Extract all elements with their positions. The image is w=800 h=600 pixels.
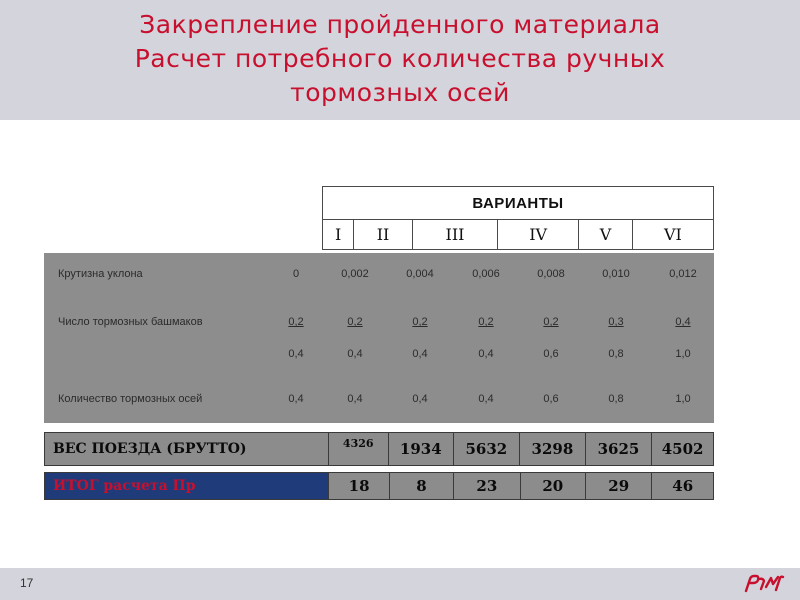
slope-value: 0,004 bbox=[406, 268, 434, 280]
axles-value: 0,4 bbox=[288, 393, 304, 405]
weight-value: 4502 bbox=[652, 433, 714, 466]
weight-label: ВЕС ПОЕЗДА (БРУТТО) bbox=[45, 433, 329, 466]
axles-value: 0,4 bbox=[478, 393, 494, 405]
variant-label: I bbox=[323, 220, 354, 250]
shoes-value: 0,4 bbox=[675, 316, 691, 328]
shoes-value: 0,2 bbox=[347, 316, 363, 328]
title-line-3: тормозных осей bbox=[290, 78, 510, 107]
weight-table bbox=[44, 432, 714, 466]
shoes-value: 0,2 bbox=[288, 316, 304, 328]
result-value: 18 bbox=[329, 473, 390, 500]
shoes-value: 0,4 bbox=[347, 348, 363, 360]
axles-value: 0,8 bbox=[608, 393, 624, 405]
shoes-value: 0,2 bbox=[412, 316, 428, 328]
weight-value: 3298 bbox=[520, 433, 586, 466]
result-value: 29 bbox=[586, 473, 652, 500]
shoes-label: Число тормозных башмаков bbox=[58, 316, 203, 328]
shoes-value: 1,0 bbox=[675, 348, 691, 360]
shoes-row bbox=[44, 311, 714, 335]
axles-label: Количество тормозных осей bbox=[58, 393, 203, 405]
axles-value: 0,6 bbox=[543, 393, 559, 405]
shoes-value: 0,2 bbox=[543, 316, 559, 328]
result-value: 20 bbox=[520, 473, 585, 500]
page-title bbox=[0, 8, 800, 110]
axles-row bbox=[44, 388, 714, 412]
shoes-value: 0,8 bbox=[608, 348, 624, 360]
slope-row bbox=[44, 263, 714, 287]
axles-value: 1,0 bbox=[675, 393, 691, 405]
result-row bbox=[45, 473, 714, 500]
slope-value: 0,012 bbox=[669, 268, 697, 280]
result-label: ИТОГ расчета Пр bbox=[45, 473, 329, 500]
page-number: 17 bbox=[20, 576, 34, 590]
shoes-value: 0,6 bbox=[543, 348, 559, 360]
slope-value: 0,002 bbox=[341, 268, 369, 280]
result-value: 8 bbox=[389, 473, 453, 500]
slope-value: 0 bbox=[292, 268, 300, 280]
variants-header: ВАРИАНТЫ bbox=[323, 187, 714, 220]
variant-label: II bbox=[354, 220, 412, 250]
slope-value: 0,010 bbox=[602, 268, 630, 280]
title-line-1: Закрепление пройденного материала bbox=[139, 10, 661, 39]
result-value: 23 bbox=[454, 473, 520, 500]
shoes-value: 0,4 bbox=[412, 348, 428, 360]
title-line-2: Расчет потребного количества ручных bbox=[134, 44, 666, 73]
footer-band bbox=[0, 568, 800, 600]
shoes-value: 0,4 bbox=[288, 348, 304, 360]
weight-value: 3625 bbox=[585, 433, 652, 466]
slope-label: Крутизна уклона bbox=[58, 268, 143, 280]
weight-value: 1934 bbox=[388, 433, 453, 466]
weight-row bbox=[45, 433, 714, 466]
variant-label: IV bbox=[498, 220, 579, 250]
rzd-logo-icon bbox=[742, 572, 786, 594]
weight-value: 5632 bbox=[453, 433, 520, 466]
shoes-value: 0,2 bbox=[478, 316, 494, 328]
slope-value: 0,008 bbox=[537, 268, 565, 280]
weight-value: 4326 bbox=[328, 433, 388, 466]
variants-table bbox=[322, 186, 714, 250]
shoes-value: 0,4 bbox=[478, 348, 494, 360]
variant-label: V bbox=[579, 220, 633, 250]
result-value: 46 bbox=[652, 473, 714, 500]
variant-label: VI bbox=[632, 220, 713, 250]
shoes-value: 0,3 bbox=[608, 316, 624, 328]
result-table bbox=[44, 472, 714, 500]
shoes-row-2 bbox=[44, 343, 714, 367]
axles-value: 0,4 bbox=[347, 393, 363, 405]
parameters-block bbox=[44, 253, 714, 423]
variant-label: III bbox=[412, 220, 498, 250]
slope-value: 0,006 bbox=[472, 268, 500, 280]
axles-value: 0,4 bbox=[412, 393, 428, 405]
